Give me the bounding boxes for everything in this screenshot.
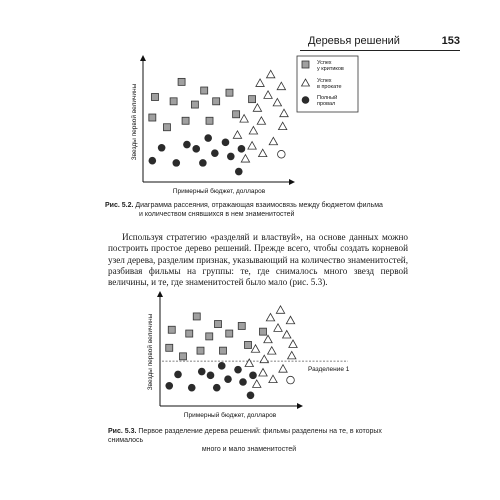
data-point-series-1-9 xyxy=(288,351,296,359)
data-point-series-2-3 xyxy=(207,372,215,380)
data-point-series-0-5 xyxy=(226,330,233,337)
data-point-series-0-10 xyxy=(163,124,170,131)
legend-marker-circle xyxy=(302,96,310,104)
data-point-series-2-7 xyxy=(227,153,235,161)
data-point-series-1-0 xyxy=(267,70,275,78)
data-point-series-2-3 xyxy=(192,145,200,153)
data-point-series-2-10 xyxy=(218,362,226,370)
data-point-series-0-3 xyxy=(170,98,177,105)
header-rule xyxy=(300,50,460,51)
data-point-series-1-3 xyxy=(264,91,272,99)
data-point-series-1-8 xyxy=(257,117,265,125)
data-point-series-3-0 xyxy=(287,376,295,384)
data-points xyxy=(149,70,289,175)
data-point-series-1-2 xyxy=(286,316,294,324)
data-point-series-1-12 xyxy=(248,142,256,150)
data-point-series-2-0 xyxy=(149,157,157,165)
data-point-series-0-11 xyxy=(182,117,189,124)
x-axis-label: Примерный бюджет, долларов xyxy=(183,412,277,419)
data-point-series-0-10 xyxy=(180,353,187,360)
legend-label-box-office-success: Успех xyxy=(317,78,332,84)
data-point-series-1-14 xyxy=(259,149,267,157)
data-point-series-1-8 xyxy=(268,347,276,355)
data-point-series-3-0 xyxy=(278,150,286,158)
data-point-series-0-9 xyxy=(166,344,173,351)
data-point-series-1-9 xyxy=(278,122,286,130)
figure-5-2-caption xyxy=(105,201,405,219)
data-point-series-2-2 xyxy=(172,159,180,167)
body-text xyxy=(108,232,408,288)
data-point-series-1-10 xyxy=(260,355,268,363)
data-point-series-0-0 xyxy=(178,78,185,85)
data-point-series-0-3 xyxy=(186,330,193,337)
data-point-series-0-9 xyxy=(149,114,156,121)
split-1-label: Разделение 1 xyxy=(308,366,350,374)
data-point-series-1-7 xyxy=(251,345,259,353)
data-point-series-1-13 xyxy=(269,137,277,145)
data-point-series-2-7 xyxy=(239,378,247,386)
legend-marker-square xyxy=(302,61,309,68)
data-point-series-1-7 xyxy=(240,115,248,123)
data-point-series-1-3 xyxy=(274,324,282,332)
running-header xyxy=(300,33,460,53)
data-point-series-0-4 xyxy=(206,333,213,340)
data-point-series-0-12 xyxy=(206,117,213,124)
data-point-series-1-6 xyxy=(289,340,297,348)
figure-5-3-caption-label: Рис. 5.3. xyxy=(108,428,137,435)
data-point-series-0-4 xyxy=(191,101,198,108)
figure-5-3-caption-line1: Первое разделение дерева решений: фильмы разделены на те, в которых снималось xyxy=(108,428,382,444)
data-point-series-2-9 xyxy=(183,141,191,149)
page-number: 153 xyxy=(441,35,460,47)
data-point-series-0-7 xyxy=(249,96,256,103)
body-paragraph: Используя стратегию «разделяй и властвуй», на основе данных можно построить простое дерево решений. Прежде всего, чтобы создать корневой узел дерева, разделим признак, указывающий на количество знаменитостей, разбивая фильмы на группы: те, где снималось много звезд первой величины, и те, где знаменитостей было мало (рис. 5.3). xyxy=(108,232,408,288)
data-point-series-2-8 xyxy=(238,145,246,153)
data-point-series-2-9 xyxy=(198,368,206,376)
data-point-series-0-12 xyxy=(220,347,227,354)
figure-5-3-caption xyxy=(108,427,408,454)
x-axis-label: Примерный бюджет, долларов xyxy=(172,188,266,195)
legend-label-critics-success: Успех xyxy=(317,60,332,66)
data-point-series-0-2 xyxy=(151,94,158,101)
data-point-series-2-4 xyxy=(213,384,221,392)
data-point-series-0-5 xyxy=(213,98,220,105)
data-point-series-1-5 xyxy=(264,335,272,343)
data-point-series-2-6 xyxy=(234,366,242,374)
data-point-series-1-1 xyxy=(256,79,264,87)
data-point-series-2-1 xyxy=(174,371,182,379)
data-point-series-0-8 xyxy=(233,111,240,118)
data-point-series-2-11 xyxy=(235,168,243,176)
data-point-series-0-6 xyxy=(238,322,245,329)
data-points xyxy=(165,306,297,399)
legend xyxy=(297,56,358,112)
figure-5-3-caption-line2: много и мало знаменитостей xyxy=(201,446,297,453)
figure-5-2-caption-label: Рис. 5.2. xyxy=(105,202,134,209)
data-point-series-1-11 xyxy=(245,359,253,367)
data-point-series-2-2 xyxy=(188,384,196,392)
data-point-series-2-0 xyxy=(165,382,173,390)
data-point-series-0-1 xyxy=(215,321,222,328)
data-point-series-0-7 xyxy=(260,328,267,335)
data-point-series-2-5 xyxy=(211,149,219,157)
y-axis-label: Звезды первой величины xyxy=(131,83,138,161)
legend-label-total-flop: Полный xyxy=(317,95,338,101)
legend-label-critics-success-line2: у критиков xyxy=(317,66,344,72)
data-point-series-1-0 xyxy=(276,306,284,314)
data-point-series-0-2 xyxy=(168,326,175,333)
data-point-series-2-11 xyxy=(247,392,255,400)
y-axis-label: Звезды первой величины xyxy=(147,313,154,391)
data-point-series-1-5 xyxy=(253,104,261,112)
data-point-series-1-6 xyxy=(280,109,288,117)
data-point-series-1-15 xyxy=(253,380,261,388)
legend-label-box-office-success-line2: в прокате xyxy=(317,84,342,90)
figure-5-2-scatter-plot xyxy=(100,52,430,202)
data-point-series-0-8 xyxy=(245,341,252,348)
data-point-series-1-2 xyxy=(277,82,285,90)
data-point-series-0-0 xyxy=(193,313,200,320)
data-point-series-1-4 xyxy=(283,331,291,339)
data-point-series-1-14 xyxy=(269,375,277,383)
figure-5-2-caption-line1: Диаграмма рассеяния, отражающая взаимосвязь между бюджетом фильма xyxy=(135,202,383,209)
data-point-series-1-1 xyxy=(266,313,274,321)
data-point-series-2-8 xyxy=(249,372,257,380)
legend-label-total-flop-line2: провал xyxy=(317,101,336,107)
figure-5-3-scatter-plot xyxy=(100,288,430,426)
data-point-series-1-10 xyxy=(249,126,257,134)
data-point-series-2-6 xyxy=(222,139,230,147)
running-header-chapter-title: Деревья решений xyxy=(308,35,400,47)
data-point-series-0-11 xyxy=(197,347,204,354)
data-point-series-2-1 xyxy=(158,144,166,152)
data-point-series-2-5 xyxy=(224,375,232,383)
data-point-series-1-13 xyxy=(279,365,287,373)
data-point-series-1-15 xyxy=(241,155,249,163)
data-point-series-2-4 xyxy=(199,159,207,167)
data-point-series-0-6 xyxy=(226,89,233,96)
data-point-series-1-11 xyxy=(233,131,241,139)
data-point-series-1-4 xyxy=(273,98,281,106)
data-point-series-0-1 xyxy=(201,87,208,94)
data-point-series-1-12 xyxy=(259,369,267,377)
figure-5-2-caption-line2: и количеством снявшихся в нем знаменитостей xyxy=(139,211,295,218)
data-point-series-2-10 xyxy=(204,134,212,142)
